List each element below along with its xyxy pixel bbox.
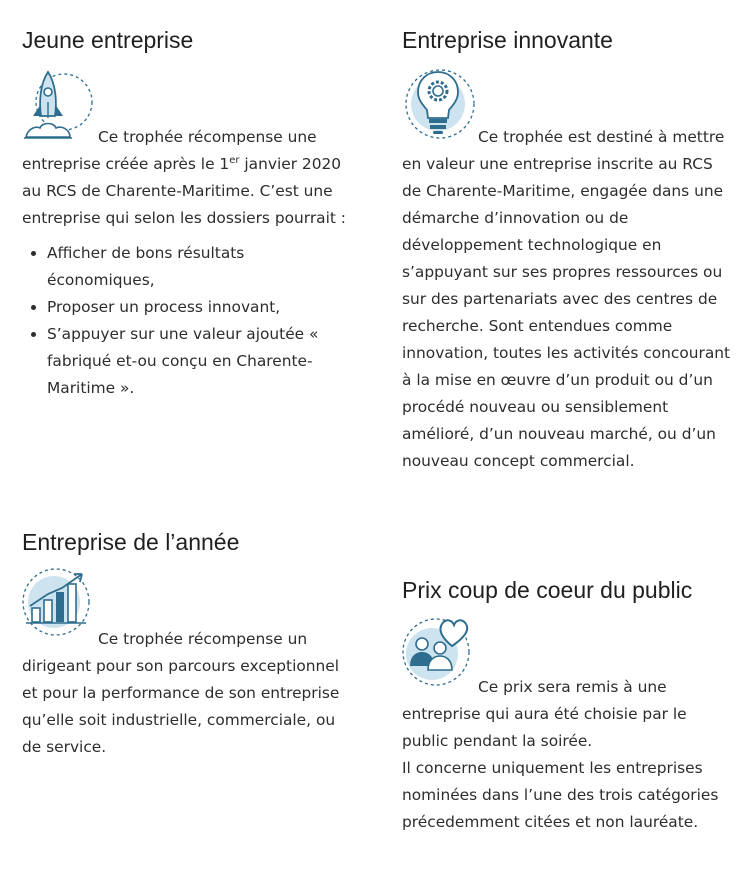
list-item: • Afficher de bons résultats économiques, xyxy=(47,240,352,294)
bullet-list-jeune xyxy=(22,240,352,402)
text-jeune-entreprise: Ce trophée récompense une entreprise créée après le 1er janvier 2020 au RCS de Charente-Maritime. C’est une entreprise qui selon les dossiers pourrait : xyxy=(22,128,346,227)
list-item: • Proposer un process innovant, xyxy=(47,294,352,321)
text-entreprise-innovante: Ce trophée est destiné à mettre en valeur une entreprise inscrite au RCS de Charente-Maritime, engagée dans une démarche d’innovation ou de développement technologique en s’appuyant sur ses propres ressources ou sur des partenariats avec des centres de recherche. Sont entendues comme innovation, toutes les activités concourant à la mise en œuvre d’un produit ou d’un procédé nouveau ou sensiblement amélioré, d’un nouveau marché, ou d’un nouveau concept commercial. xyxy=(402,128,731,470)
block-prix-public xyxy=(402,576,732,836)
text-prix-public-1: Ce prix sera remis à une entreprise qui aura été choisie par le public pendant la soirée. xyxy=(402,678,687,750)
block-entreprise-innovante xyxy=(402,26,732,475)
block-entreprise-annee xyxy=(22,528,352,761)
text-prix-public-2: Il concerne uniquement les entreprises nominées dans l’une des trois catégories précedemment citées et non lauréate. xyxy=(402,759,719,831)
title-jeune-entreprise: Jeune entreprise xyxy=(22,27,194,53)
title-entreprise-innovante: Entreprise innovante xyxy=(402,27,613,53)
title-entreprise-annee: Entreprise de l’année xyxy=(22,529,240,555)
list-item: • S’appuyer sur une valeur ajoutée « fabriqué et-ou conçu en Charente-Maritime ». xyxy=(47,321,352,402)
title-prix-public: Prix coup de coeur du public xyxy=(402,577,693,603)
block-jeune-entreprise xyxy=(22,26,352,402)
text-entreprise-annee: Ce trophée récompense un dirigeant pour son parcours exceptionnel et pour la performance de son entreprise qu’elle soit industrielle, commerciale, ou de service. xyxy=(22,630,340,756)
